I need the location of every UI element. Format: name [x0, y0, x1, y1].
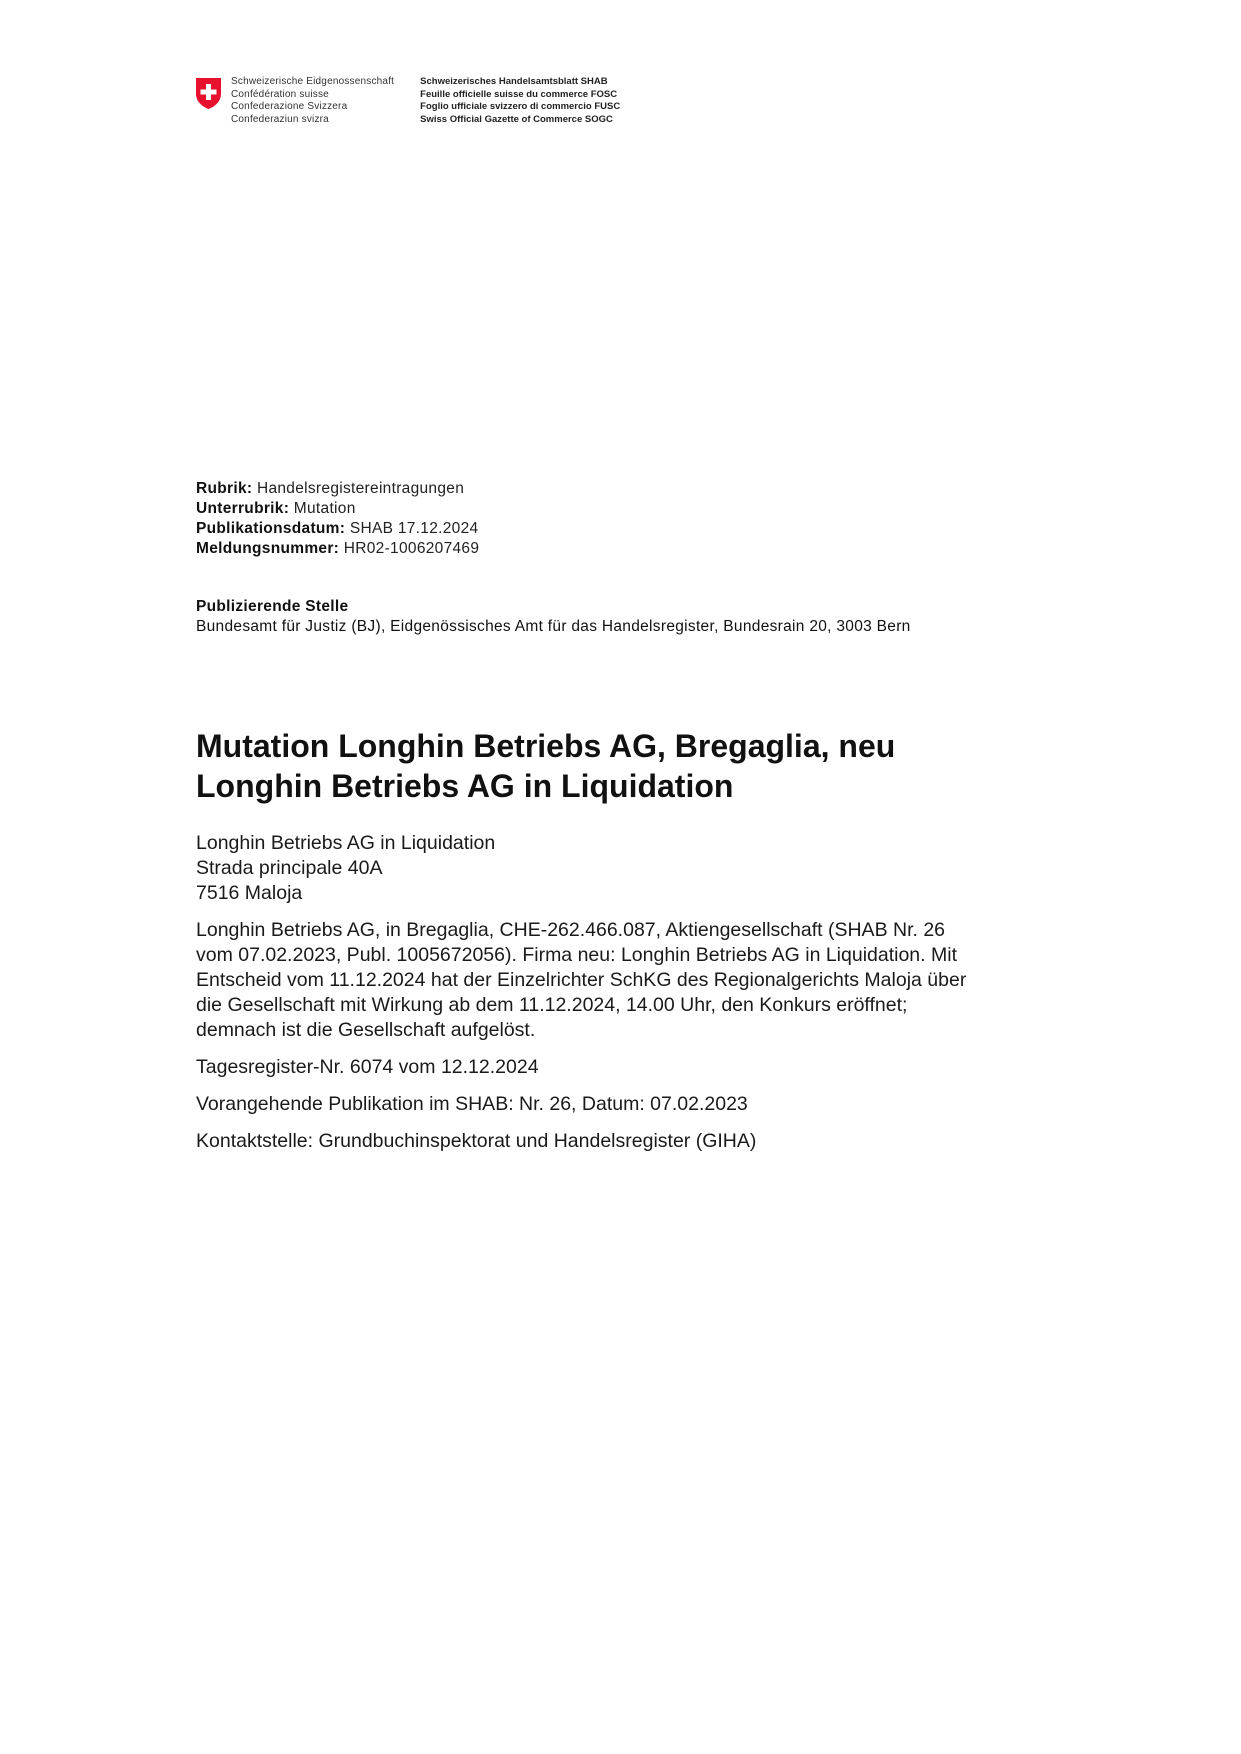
meldungsnummer-row: [196, 539, 479, 559]
publikationsdatum-row: [196, 519, 479, 539]
title-line: Mutation Longhin Betriebs AG, Bregaglia, neu: [196, 728, 896, 764]
title-line: Longhin Betriebs AG in Liquidation: [196, 768, 734, 804]
swiss-cross-shield-icon: [195, 77, 222, 110]
gazette-name: Foglio ufficiale svizzero di commercio FUSC: [420, 101, 621, 112]
contact-office: Kontaktstelle: Grundbuchinspektorat und Handelsregister (GIHA): [196, 1130, 757, 1152]
gazette-name: Schweizerisches Handelsamtsblatt SHAB: [420, 76, 608, 87]
gazette-names: [420, 76, 620, 126]
meldungsnummer-value: HR02-1006207469: [343, 540, 480, 557]
page-title: [196, 726, 1096, 806]
tagesregister-number: Tagesregister-Nr. 6074 vom 12.12.2024: [196, 1056, 539, 1078]
confederation-name: Schweizerische Eidgenossenschaft: [231, 76, 395, 87]
confederation-name: Confederazione Svizzera: [231, 101, 348, 112]
publikationsdatum-value: SHAB 17.12.2024: [349, 520, 479, 537]
unterrubrik-value: Mutation: [293, 500, 356, 517]
gazette-name: Feuille officielle suisse du commerce FOSC: [420, 88, 618, 100]
description-line: die Gesellschaft mit Wirkung ab dem 11.12.2024, 14.00 Uhr, den Konkurs eröffnet;: [196, 994, 908, 1016]
notice-body: [196, 831, 1056, 1166]
confederation-names: [231, 76, 394, 126]
rubrik-row: [196, 479, 479, 499]
notice-description: [196, 918, 1056, 1043]
page-header: [195, 76, 620, 126]
publikationsdatum-label: Publikationsdatum:: [196, 520, 346, 537]
publication-meta: [196, 479, 479, 559]
description-line: demnach ist die Gesellschaft aufgelöst.: [196, 1019, 536, 1041]
confederation-name: Confederaziun svizra: [231, 113, 329, 125]
company-address: [196, 831, 1056, 906]
confederation-name: Confédération suisse: [231, 88, 329, 100]
rubrik-label: Rubrik:: [196, 480, 253, 497]
publisher-label: Publizierende Stelle: [196, 598, 349, 615]
gazette-name: Swiss Official Gazette of Commerce SOGC: [420, 113, 613, 125]
unterrubrik-label: Unterrubrik:: [196, 500, 290, 517]
description-line: Longhin Betriebs AG, in Bregaglia, CHE-262.466.087, Aktiengesellschaft (SHAB Nr. 26: [196, 919, 946, 941]
publishing-authority: [196, 597, 911, 637]
publisher-value: Bundesamt für Justiz (BJ), Eidgenössisches Amt für das Handelsregister, Bundesrain 20, 3003 Bern: [196, 618, 911, 635]
meldungsnummer-label: Meldungsnummer:: [196, 540, 340, 557]
rubrik-value: Handelsregistereintragungen: [256, 480, 465, 497]
description-line: Entscheid vom 11.12.2024 hat der Einzelrichter SchKG des Regionalgerichts Maloja über: [196, 969, 967, 991]
previous-publication: Vorangehende Publikation im SHAB: Nr. 26, Datum: 07.02.2023: [196, 1093, 748, 1115]
address-line: Longhin Betriebs AG in Liquidation: [196, 832, 496, 854]
address-line: Strada principale 40A: [196, 857, 383, 879]
description-line: vom 07.02.2023, Publ. 1005672056). Firma neu: Longhin Betriebs AG in Liquidation. Mit: [196, 944, 957, 966]
address-line: 7516 Maloja: [196, 882, 303, 904]
unterrubrik-row: [196, 499, 479, 519]
